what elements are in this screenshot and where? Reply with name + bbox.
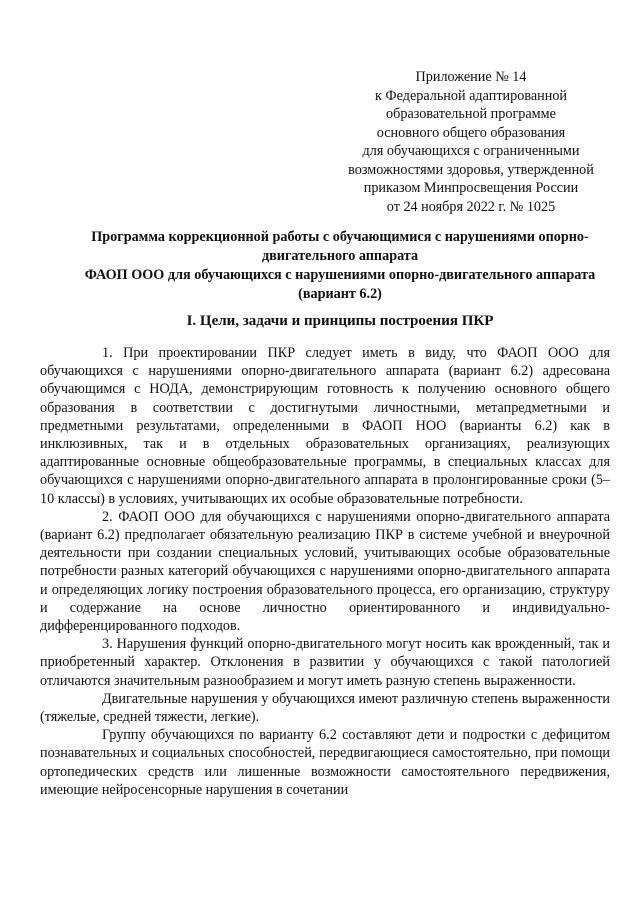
appendix-note — [330, 68, 612, 216]
paragraph-3: 3. Нарушения функций опорно-двигательного могут носить как врожденный, так и приобретенный характер. Отклонения в развитии у обучающихся с такой патологией отличаются значительным разнообразием и могут иметь разную степень выраженности. — [40, 636, 610, 689]
paragraph-2: 2. ФАОП ООО для обучающихся с нарушениями опорно-двигательного аппарата (вариант 6.2) предполагает обязательную реализацию ПКР в системе учебной и внеурочной деятельности при создании специальных условий, учитывающих особые образовательные потребности разных категорий обучающихся с нарушениями опорно-двигательного аппарата и определяющих логику построения образовательного процесса, его организацию, структуру и содержание на основе личностно ориентированного и индивидуально-дифференцированного подходов. — [40, 508, 610, 635]
title-line: (вариант 6.2) — [298, 286, 382, 302]
appendix-line: к Федеральной адаптированной — [374, 87, 568, 104]
appendix-line: от 24 ноября 2022 г. № 1025 — [386, 198, 556, 215]
paragraph-5: Группу обучающихся по варианту 6.2 составляют дети и подростки с дефицитом познавательных и социальных способностей, передвигающиеся самостоятельно, при помощи ортопедических средств или лишенные возможности самостоятельного передвижения, имеющие нейросенсорные нарушения в сочетании — [40, 727, 610, 798]
title-line: двигательного аппарата — [261, 248, 419, 264]
appendix-line: основного общего образования — [376, 124, 566, 141]
title-line: Программа коррекционной работы с обучающимися с нарушениями опорно- — [91, 229, 589, 245]
appendix-line: Приложение № 14 — [415, 69, 527, 85]
document-title — [60, 228, 620, 304]
body-text — [40, 344, 610, 799]
appendix-line: для обучающихся с ограниченными — [362, 143, 580, 159]
appendix-line: образовательной программе — [386, 106, 556, 122]
appendix-line: возможностями здоровья, утвержденной — [348, 161, 594, 178]
appendix-line: приказом Минпросвещения России — [363, 180, 579, 196]
paragraph-4: Двигательные нарушения у обучающихся имеют различную степень выраженности (тяжелые, средней тяжести, легкие). — [40, 690, 610, 726]
section-heading: I. Цели, задачи и принципы построения ПКР — [186, 313, 494, 329]
paragraph-1: 1. При проектировании ПКР следует иметь в виду, что ФАОП ООО для обучающихся с нарушениями опорно-двигательного аппарата (вариант 6.2) адресована обучающимся с НОДА, демонстрирующим готовность к получению основного общего образования в соответствии с достигнутыми личностными, метапредметными и предметными результатами, определенными в ФАОП НОО (варианты 6.2) как в инклюзивных, так и в отдельных образовательных организациях, реализующих адаптированные основные общеобразовательные программы, в специальных классах для обучающихся с нарушениями опорно-двигательного аппарата в пролонгированные сроки (5–10 классы) в условиях, учитывающих их особые образовательные потребности. — [40, 345, 610, 507]
title-line: ФАОП ООО для обучающихся с нарушениями опорно-двигательного аппарата — [84, 267, 596, 283]
